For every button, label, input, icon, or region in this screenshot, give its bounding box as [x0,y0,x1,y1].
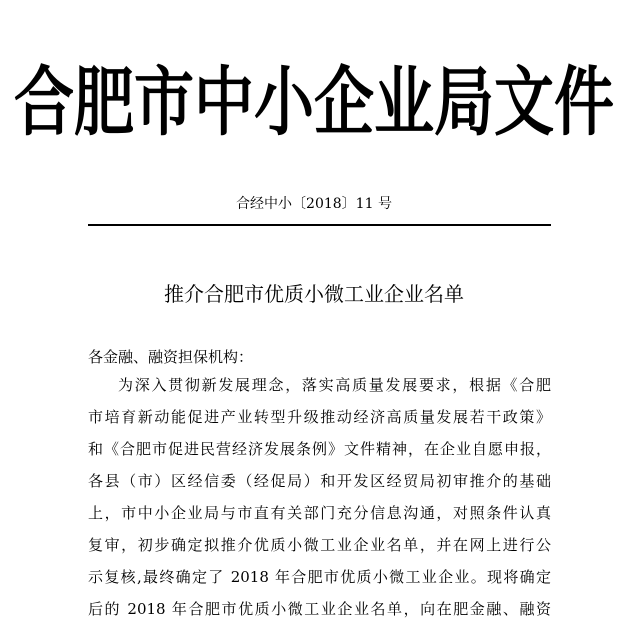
body-paragraph-line: 复审，初步确定拟推介优质小微工业企业名单，并在网上进行公 [88,536,551,554]
body-paragraph-line: 上，市中小企业局与市直有关部门充分信息沟通，对照条件认真 [88,504,551,522]
body-paragraph-line: 为深入贯彻新发展理念，落实高质量发展要求，根据《合肥 [118,376,551,394]
body-paragraph-line: 各县（市）区经信委（经促局）和开发区经贸局初审推介的基础 [88,472,551,490]
agency-header-title: 合肥市中小企业局文件 [14,59,614,147]
body-paragraph-line: 市培育新动能促进产业转型升级推动经济高质量发展若干政策》 [88,408,551,426]
notice-title: 推介合肥市优质小微工业企业名单 [164,282,464,306]
body-paragraph-line: 和《合肥市促进民营经济发展条例》文件精神，在企业自愿申报， [88,440,551,458]
document-number: 合经中小〔2018〕11 号 [236,196,392,212]
body-paragraph-line: 后的 2018 年合肥市优质小微工业企业名单，向在肥金融、融资 [88,600,551,618]
salutation-line: 各金融、融资担保机构： [88,348,254,366]
header-divider-rule [88,224,551,226]
body-paragraph-line: 示复核,最终确定了 2018 年合肥市优质小微工业企业。现将确定 [88,568,551,586]
